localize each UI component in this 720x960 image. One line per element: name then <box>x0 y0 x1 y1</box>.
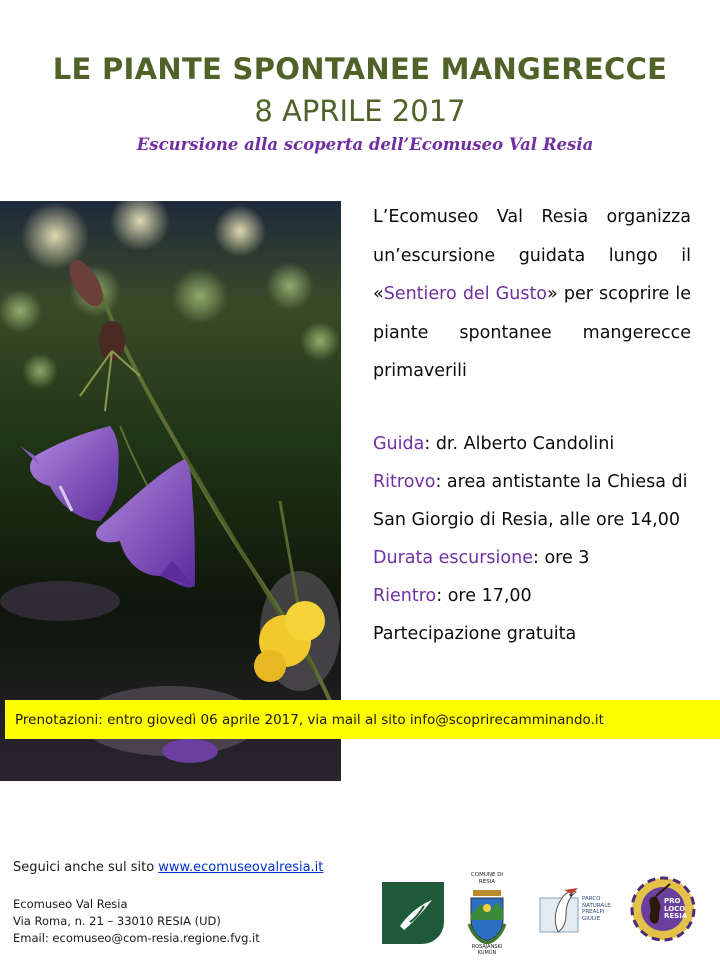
org-address: Via Roma, n. 21 – 33010 RESIA (UD) <box>13 914 221 928</box>
comune-bottom-text: ROSAJANSKI KUMÜN <box>471 944 503 956</box>
bird-icon <box>538 884 580 934</box>
org-name: Ecomuseo Val Resia <box>13 897 128 911</box>
return-value: : ore 17,00 <box>436 586 532 606</box>
meeting-row <box>373 463 703 539</box>
proloco-line2: LOCO <box>664 904 686 913</box>
parco-line1: PARCO <box>582 896 601 902</box>
event-details <box>373 425 703 653</box>
participation-note: Partecipazione gratuita <box>373 624 577 644</box>
duration-row <box>373 539 703 577</box>
ecomuseo-logo <box>382 882 444 944</box>
follow-text: Seguici anche sul sito <box>13 860 159 875</box>
contact-block <box>13 896 260 947</box>
meeting-label: Ritrovo <box>373 472 436 492</box>
intro-paragraph <box>373 198 691 391</box>
parco-prealpi-logo <box>538 884 618 936</box>
proloco-line3: RESIA <box>664 912 688 920</box>
proloco-line1: PRO <box>664 897 681 905</box>
parco-line3: PREALPI <box>582 909 605 915</box>
return-row <box>373 577 703 615</box>
duration-value: : ore 3 <box>532 548 590 568</box>
poster-title: LE PIANTE SPONTANEE MANGERECCE <box>52 52 668 86</box>
guide-label: Guida <box>373 434 425 454</box>
trail-name: Sentiero del Gusto <box>383 284 548 304</box>
event-date: 8 APRILE 2017 <box>254 94 466 128</box>
org-email: Email: ecomuseo@com-resia.regione.fvg.it <box>13 931 260 945</box>
parco-line4: GIULIE <box>582 915 601 922</box>
follow-line <box>13 860 323 875</box>
meeting-value: : area antistante la Chiesa di San Giorgio di Resia, alle ore 14,00 <box>373 472 688 530</box>
pro-loco-resia-logo <box>630 876 696 942</box>
comune-resia-logo <box>462 872 512 956</box>
intro-text-before: L’Ecomuseo Val Resia organizza un’escursione guidata lungo il « <box>373 207 691 304</box>
comune-top-text: COMUNE DI RESIA <box>470 872 504 885</box>
booking-banner: Prenotazioni: entro giovedì 06 aprile 2017, via mail al sito info@scoprirecamminando.it <box>5 700 720 739</box>
guide-value: : dr. Alberto Candolini <box>424 434 615 454</box>
parco-line2: NATURALE <box>582 902 611 909</box>
bellflower-photo <box>0 201 341 781</box>
duration-label: Durata escursione <box>373 548 533 568</box>
return-label: Rientro <box>373 586 437 606</box>
coat-of-arms-icon <box>467 886 507 944</box>
intro-text-after: » per scoprire le piante spontanee mangerecce primaverili <box>373 284 691 381</box>
website-link[interactable]: www.ecomuseovalresia.it <box>158 860 324 875</box>
event-subtitle: Escursione alla scoperta dell’Ecomuseo Val Resia <box>136 135 594 154</box>
guide-row <box>373 425 703 463</box>
